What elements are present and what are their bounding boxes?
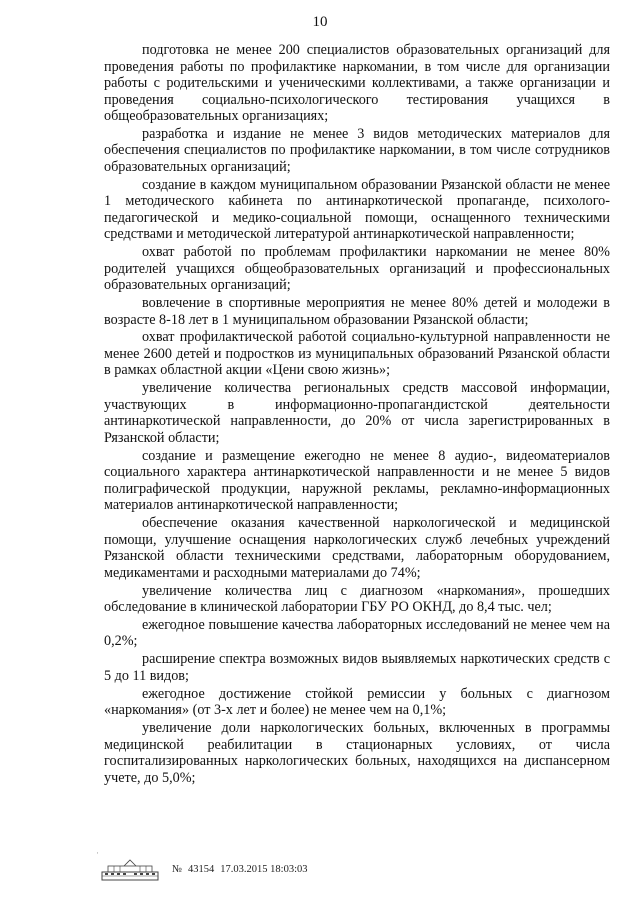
number-sign: № bbox=[172, 864, 183, 875]
paragraph-2: разработка и издание не менее 3 видов методических материалов для обеспечения специалистов по профилактике наркомании, в том числе сотрудников образовательных организаций; bbox=[104, 125, 610, 175]
document-body bbox=[104, 42, 610, 787]
building-stamp-icon bbox=[100, 858, 160, 882]
paragraph-11: ежегодное повышение качества лабораторных исследований не менее чем на 0,2%; bbox=[104, 616, 610, 650]
paragraph-13: ежегодное достижение стойкой ремиссии у больных с диагнозом «наркомания» (от 3-х лет и более) не менее чем на 0,1%; bbox=[104, 685, 610, 719]
registration-stamp bbox=[172, 864, 314, 875]
paragraph-4: охват работой по проблемам профилактики наркомании не менее 80% родителей учащихся общеобразовательных организаций и профессиональных образовательных организаций; bbox=[104, 244, 610, 294]
registration-number: 43154 bbox=[188, 864, 215, 875]
paragraph-6: охват профилактической работой социально-культурной направленности не менее 2600 детей и подростков из муниципальных образований Рязанской области в рамках областной акции «Цени свою жизнь»; bbox=[104, 329, 610, 379]
paragraph-12: расширение спектра возможных видов выявляемых наркотических средств с 5 до 11 видов; bbox=[104, 651, 610, 684]
paragraph-5: вовлечение в спортивные мероприятия не менее 80% детей и молодежи в возрасте 8-18 лет в 1 муниципальном образовании Рязанской области; bbox=[104, 295, 610, 328]
paragraph-3: создание в каждом муниципальном образовании Рязанской области не менее 1 методического кабинета по антинаркотической пропаганде, психолого-педагогической и медико-социальной помощи, оснащенного техническими средствами и методической литературой антинаркотической направленности; bbox=[104, 176, 610, 243]
paragraph-14: увеличение доли наркологических больных, включенных в программы медицинской реабилитации в стационарных условиях, от числа госпитализированных наркологических больных, находящихся на диспансерном учете, до 5,0%; bbox=[104, 720, 610, 786]
page-number: 10 bbox=[312, 14, 328, 30]
paragraph-1: подготовка не менее 200 специалистов образовательных организаций для проведения работы по профилактике наркомании, в том числе для организации работы с родительскими и ученическими коллективами, а также организации и проведения социально-психологического тестирования учащихся в общеобразовательных организациях; bbox=[104, 42, 610, 124]
registration-datetime: 17.03.2015 18:03:03 bbox=[220, 864, 308, 875]
paragraph-8: создание и размещение ежегодно не менее 8 аудио-, видеоматериалов социального характера антинаркотической направленности и не менее 5 видов полиграфической продукции, наружной рекламы, рекламно-информационных материалов антинаркотической направленности; bbox=[104, 447, 610, 514]
registration-footer bbox=[100, 858, 520, 880]
paragraph-9: обеспечение оказания качественной наркологической и медицинской помощи, улучшение оснащения наркологических служб лечебных учреждений Рязанской области техническими средствами, лабораторным оборудованием, медикаментами и расходными материалами до 74%; bbox=[104, 515, 610, 581]
margin-mark: · bbox=[96, 848, 99, 858]
paragraph-7: увеличение количества региональных средств массовой информации, участвующих в информационно-пропагандистской деятельности антинаркотической направленности, до 20% от числа зарегистрированных в Рязанской области; bbox=[104, 380, 610, 446]
paragraph-10: увеличение количества лиц с диагнозом «наркомания», прошедших обследование в клинической лаборатории ГБУ РО ОКНД, до 8,4 тыс. чел; bbox=[104, 582, 610, 616]
